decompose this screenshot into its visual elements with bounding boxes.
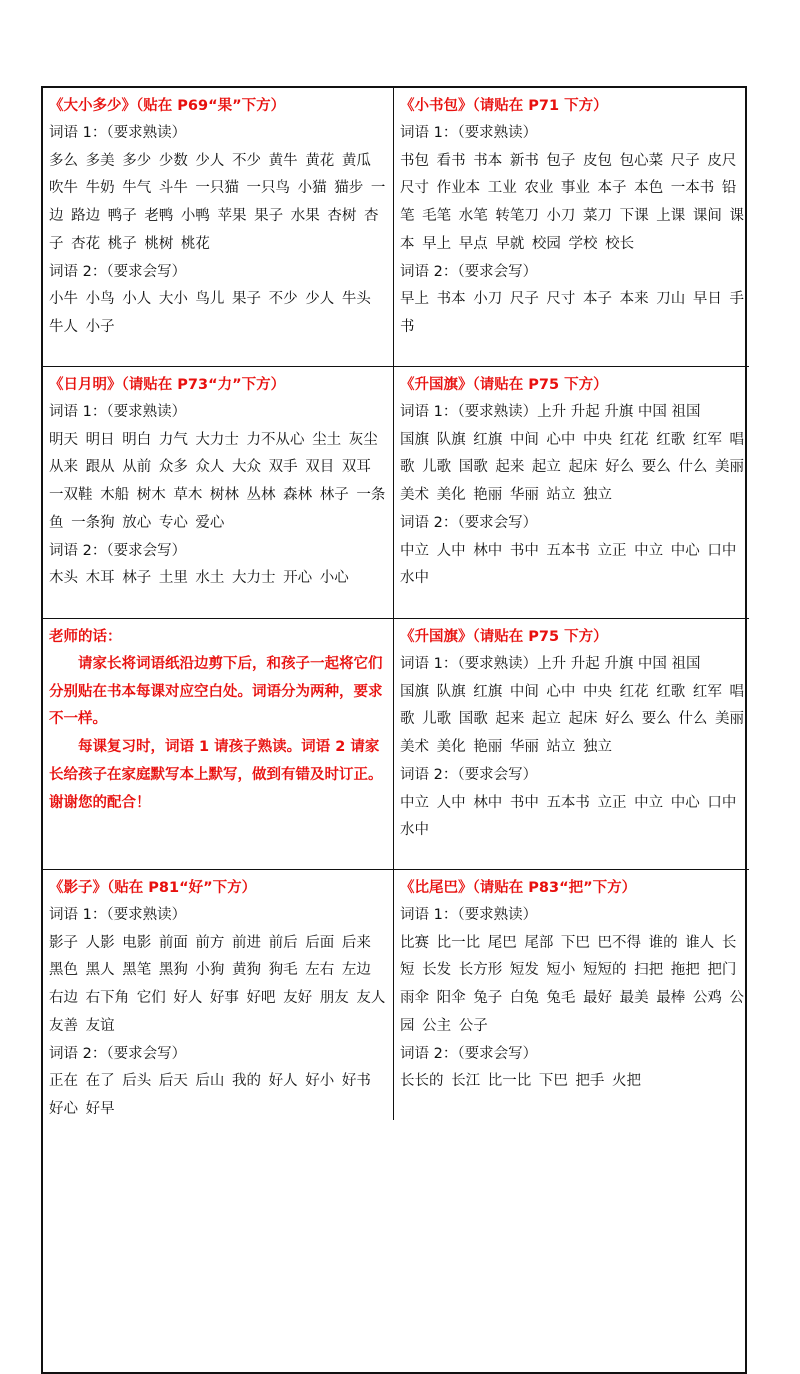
vocab1-heading: 词语 1：（要求熟读） <box>49 404 187 420</box>
vocab1-words: 国旗 队旗 红旗 中间 心中 中央 红花 红歌 红军 唱歌 儿歌 国歌 起来 起立 起床 好么 要么 什么 美丽 美术 美化 艳丽 华丽 站立 独立 <box>400 431 744 504</box>
vocabulary-sheet <box>41 86 747 1374</box>
vocab1-heading: 词语 1：（要求熟读）上升 升起 升旗 中国 祖国 <box>400 404 701 420</box>
vocab2-heading: 词语 2：（要求会写） <box>49 542 187 559</box>
teacher-note-paragraph: 请家长将词语纸沿边剪下后，和孩子一起将它们分别贴在书本每课对应空白处。词语分为两种，要求不一样。 <box>49 656 383 728</box>
lesson-shengguoqi-copy <box>394 619 749 870</box>
lesson-riyueming <box>43 367 394 619</box>
vocab2-words: 木头 木耳 林子 土里 水土 大力士 开心 小心 <box>49 570 349 587</box>
vocab1-words: 多么 多美 多少 少数 少人 不少 黄牛 黄花 黄瓜 吹牛 牛奶 牛气 斗牛 一只猫 一只鸟 小猫 猫步 一边 路边 鸭子 老鸭 小鸭 苹果 果子 水果 杏树 杏子 杏花 桃子 桃树 桃花 <box>49 152 386 252</box>
lesson-biweiba <box>394 870 749 1120</box>
vocab2-heading: 词语 2：（要求会写） <box>49 1045 187 1062</box>
lesson-title: 《升国旗》（请贴在 P75 下方） <box>400 377 608 393</box>
lesson-shengguoqi <box>394 367 749 619</box>
teacher-note-title: 老师的话： <box>49 629 122 645</box>
vocab1-heading: 词语 1：（要求熟读） <box>400 907 538 923</box>
vocab2-words: 早上 书本 小刀 尺子 尺寸 本子 本来 刀山 早日 手书 <box>400 291 744 335</box>
vocab1-heading: 词语 1：（要求熟读） <box>49 907 187 923</box>
lesson-title: 《比尾巴》（请贴在 P83“把”下方） <box>400 880 637 896</box>
lesson-daxiaoduoshao <box>43 88 394 367</box>
vocab2-heading: 词语 2：（要求会写） <box>400 766 538 783</box>
vocab2-heading: 词语 2：（要求会写） <box>400 263 538 280</box>
vocab2-heading: 词语 2：（要求会写） <box>49 263 187 280</box>
vocab2-words: 正在 在了 后头 后天 后山 我的 好人 好小 好书 好心 好早 <box>49 1073 371 1117</box>
vocab1-words: 明天 明日 明白 力气 大力士 力不从心 尘土 灰尘 从来 跟从 从前 众多 众人 大众 双手 双目 双耳 一双鞋 木船 树木 草木 树林 丛林 森林 林子 一条鱼 一条狗 放心 专心 爱心 <box>49 431 386 531</box>
vocab2-heading: 词语 2：（要求会写） <box>400 1045 538 1062</box>
lesson-title: 《影子》（贴在 P81“好”下方） <box>49 880 257 896</box>
lesson-yingzi <box>43 870 394 1120</box>
teacher-note-paragraph: 每课复习时，词语 1 请孩子熟读。词语 2 请家长给孩子在家庭默写本上默写，做到有错及时订正。谢谢您的配合！ <box>49 739 383 811</box>
vocab2-words: 中立 人中 林中 书中 五本书 立正 中立 中心 口中 水中 <box>400 542 737 587</box>
vocab2-words: 中立 人中 林中 书中 五本书 立正 中立 中心 口中 水中 <box>400 794 737 839</box>
lesson-title: 《日月明》（请贴在 P73“力”下方） <box>49 377 286 393</box>
lesson-title: 《大小多少》（贴在 P69“果”下方） <box>49 98 286 114</box>
vocab1-words: 书包 看书 书本 新书 包子 皮包 包心菜 尺子 皮尺 尺寸 作业本 工业 农业 事业 本子 本色 一本书 铅笔 毛笔 水笔 转笔刀 小刀 菜刀 下课 上课 课间 课本 早上 早点 早就 校园 学校 校长 <box>400 152 744 252</box>
lesson-title: 《升国旗》（请贴在 P75 下方） <box>400 629 608 645</box>
vocab2-heading: 词语 2：（要求会写） <box>400 514 538 531</box>
lesson-xiaoshubao <box>394 88 749 367</box>
vocab2-words: 长长的 长江 比一比 下巴 把手 火把 <box>400 1073 642 1090</box>
vocab1-heading: 词语 1：（要求熟读） <box>49 125 187 141</box>
lesson-title: 《小书包》（请贴在 P71 下方） <box>400 98 608 114</box>
vocab1-words: 国旗 队旗 红旗 中间 心中 中央 红花 红歌 红军 唱歌 儿歌 国歌 起来 起立 起床 好么 要么 什么 美丽 美术 美化 艳丽 华丽 站立 独立 <box>400 683 744 756</box>
vocab2-words: 小牛 小鸟 小人 大小 鸟儿 果子 不少 少人 牛头 牛人 小子 <box>49 291 371 335</box>
vocab1-words: 比赛 比一比 尾巴 尾部 下巴 巴不得 谁的 谁人 长短 长发 长方形 短发 短小 短短的 扫把 拖把 把门 雨伞 阳伞 兔子 白兔 兔毛 最好 最美 最棒 公鸡 公园 公主 公子 <box>400 934 744 1034</box>
vocab1-heading: 词语 1：（要求熟读） <box>400 125 538 141</box>
vocab1-words: 影子 人影 电影 前面 前方 前进 前后 后面 后来 黑色 黑人 黑笔 黑狗 小狗 黄狗 狗毛 左右 左边 右边 右下角 它们 好人 好事 好吧 友好 朋友 友人 友善 友谊 <box>49 934 386 1034</box>
teacher-note <box>43 619 394 870</box>
vocab1-heading: 词语 1：（要求熟读）上升 升起 升旗 中国 祖国 <box>400 656 701 672</box>
